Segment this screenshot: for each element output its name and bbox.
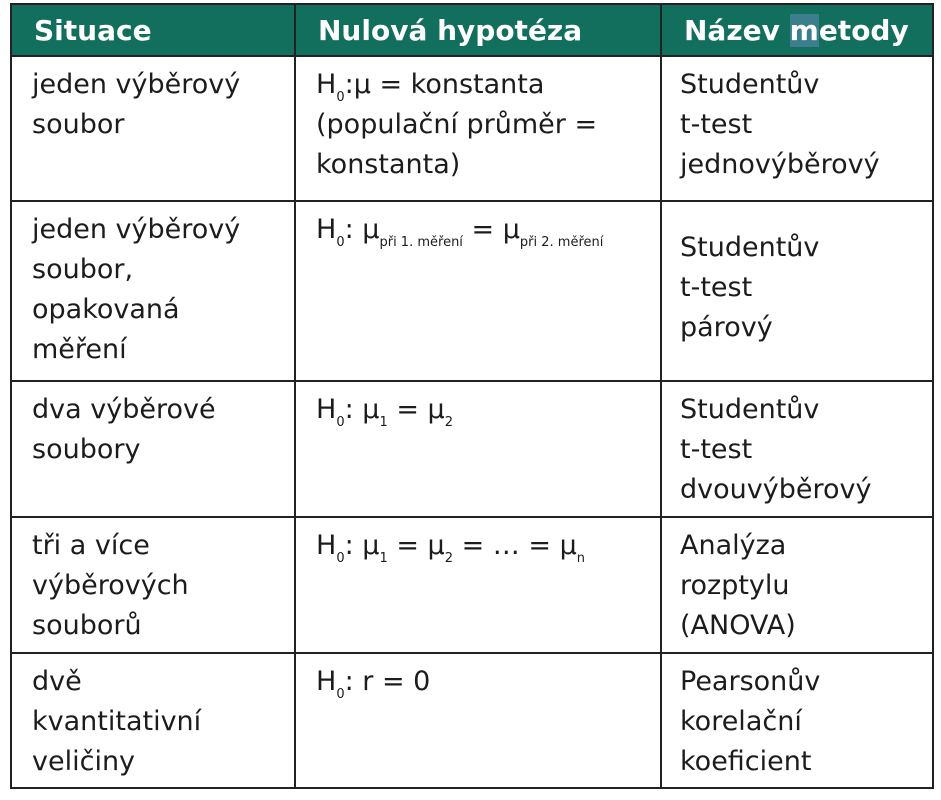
- hypothesis-formula: [316, 662, 652, 702]
- hypothesis-mu: μ: [502, 214, 520, 245]
- hypothesis-colon: :: [344, 69, 354, 100]
- situation-line: jeden výběrový: [32, 214, 241, 245]
- hypothesis-mu: μ: [362, 530, 380, 561]
- hypothesis-mu-subscript: 2: [444, 415, 454, 430]
- header-method-text-start: Název: [684, 13, 790, 47]
- hypothesis-mu-subscript: při 1. měření: [379, 235, 463, 250]
- hypothesis-h-subscript: 0: [336, 687, 345, 702]
- situation-cell: [11, 381, 295, 517]
- method-line: rozptylu: [680, 570, 790, 601]
- method-cell: [661, 201, 933, 381]
- hypothesis-h-subscript: 0: [336, 235, 345, 250]
- hypothesis-h: H: [316, 394, 337, 425]
- hypothesis-h-subscript: 0: [336, 90, 345, 105]
- method-line: (ANOVA): [680, 610, 796, 641]
- situation-line: tři a více: [32, 530, 150, 561]
- hypothesis-body: r = 0: [362, 666, 431, 697]
- hypothesis-formula: [316, 526, 652, 566]
- hypothesis-h-subscript: 0: [336, 415, 345, 430]
- situation-line: soubor: [32, 109, 125, 140]
- method-line: koeficient: [680, 746, 812, 777]
- method-line: dvouvýběrový: [680, 474, 872, 505]
- situation-line: soubor,: [32, 254, 134, 285]
- hypothesis-equals: =: [387, 394, 428, 425]
- method-line: t-test: [680, 272, 753, 303]
- hypothesis-note-line: konstanta): [316, 149, 461, 180]
- method-cell: [661, 653, 933, 788]
- hypothesis-mu: μ: [427, 530, 445, 561]
- hypothesis-formula: [316, 65, 652, 105]
- table-row: [11, 653, 933, 788]
- header-null-hypothesis: Nulová hypotéza: [295, 4, 661, 56]
- method-cell: [661, 56, 933, 201]
- hypothesis-h: H: [316, 666, 337, 697]
- method-line: Studentův: [680, 394, 820, 425]
- situation-cell: [11, 56, 295, 201]
- situation-line: kvantitativní: [32, 706, 202, 737]
- situation-cell: [11, 517, 295, 653]
- table-row: [11, 381, 933, 517]
- situation-cell: [11, 653, 295, 788]
- situation-line: opakovaná: [32, 294, 180, 325]
- hypothesis-equals: =: [387, 530, 428, 561]
- table-row: [11, 56, 933, 201]
- hypothesis-cell: [295, 653, 661, 788]
- situation-line: veličiny: [32, 746, 136, 777]
- situation-line: dva výběrové: [32, 394, 216, 425]
- situation-line: dvě: [32, 666, 82, 697]
- header-situation: Situace: [11, 4, 295, 56]
- method-line: Pearsonův: [680, 666, 821, 697]
- situation-cell: [11, 201, 295, 381]
- hypothesis-note-line: (populační průměr =: [316, 109, 598, 140]
- situation-line: jeden výběrový: [32, 69, 241, 100]
- statistical-tests-table: [10, 3, 934, 789]
- method-line: Analýza: [680, 530, 787, 561]
- hypothesis-mu-subscript: 1: [379, 551, 388, 566]
- method-line: Studentův: [680, 232, 820, 263]
- method-line: korelační: [680, 706, 802, 737]
- hypothesis-mu: μ: [559, 530, 577, 561]
- hypothesis-cell: [295, 381, 661, 517]
- text-selection-highlight: m: [789, 13, 819, 47]
- hypothesis-mu-subscript: 1: [379, 415, 388, 430]
- situation-line: souborů: [32, 610, 142, 641]
- hypothesis-mu-subscript: n: [576, 551, 586, 566]
- method-line: t-test: [680, 434, 753, 465]
- hypothesis-mu: μ: [362, 214, 380, 245]
- hypothesis-equals-ellipsis: = … =: [453, 530, 560, 561]
- hypothesis-cell: [295, 56, 661, 201]
- hypothesis-mu: μ: [427, 394, 445, 425]
- hypothesis-colon: :: [344, 666, 363, 697]
- table-header-row: [11, 4, 933, 56]
- method-line: jednovýběrový: [680, 149, 880, 180]
- table-row: [11, 517, 933, 653]
- method-cell: [661, 381, 933, 517]
- hypothesis-colon: :: [344, 394, 363, 425]
- hypothesis-formula: [316, 210, 652, 250]
- header-method-text-end: etody: [818, 13, 909, 47]
- hypothesis-formula: [316, 390, 652, 430]
- situation-line: soubory: [32, 434, 141, 465]
- method-cell: [661, 517, 933, 653]
- hypothesis-h: H: [316, 214, 337, 245]
- table-row: [11, 201, 933, 381]
- method-line: párový: [680, 312, 773, 343]
- method-line: t-test: [680, 109, 753, 140]
- situation-line: měření: [32, 334, 127, 365]
- hypothesis-mu-subscript: při 2. měření: [519, 235, 604, 250]
- hypothesis-equals: =: [462, 214, 503, 245]
- situation-line: výběrových: [32, 570, 189, 601]
- hypothesis-mu-subscript: 2: [444, 551, 454, 566]
- hypothesis-cell: [295, 517, 661, 653]
- hypothesis-body: μ = konstanta: [353, 69, 545, 100]
- method-line: Studentův: [680, 69, 820, 100]
- hypothesis-h-subscript: 0: [336, 551, 345, 566]
- hypothesis-colon: :: [344, 530, 363, 561]
- hypothesis-h: H: [316, 530, 337, 561]
- header-method-name: [661, 4, 933, 56]
- hypothesis-h: H: [316, 69, 337, 100]
- hypothesis-mu: μ: [362, 394, 380, 425]
- hypothesis-cell: [295, 201, 661, 381]
- hypothesis-colon: :: [344, 214, 363, 245]
